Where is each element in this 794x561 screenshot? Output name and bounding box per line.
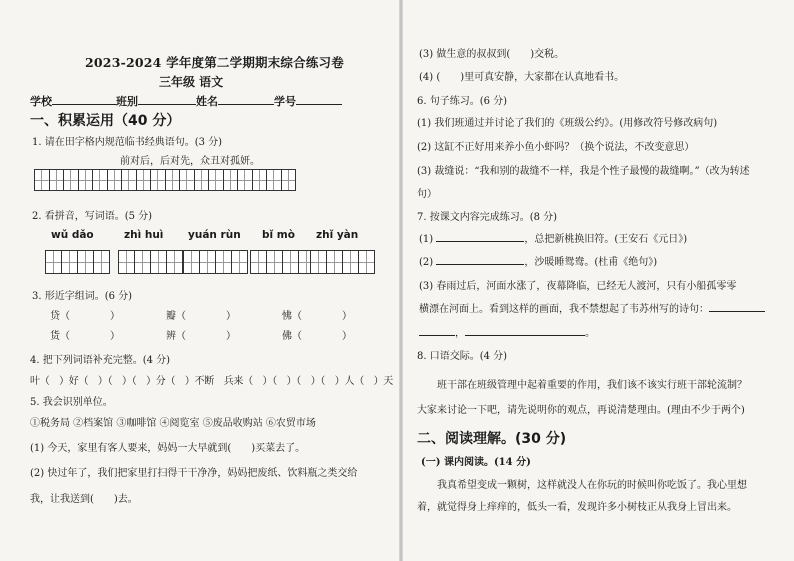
grid-cell[interactable] [237, 169, 253, 191]
q4-text: 4. 把下列词语补充完整。(4 分) [30, 355, 171, 366]
q2-box-3[interactable] [183, 250, 247, 274]
grid-cell[interactable] [150, 169, 166, 191]
q7-blank-1[interactable] [436, 241, 524, 242]
q2-text: 2. 看拼音，写词语。(5 分) [32, 211, 153, 222]
q6-item-3a: (3) 裁缝说：“我和别的裁缝不一样，我是个性子最慢的裁缝啊。”（改为转述 [417, 166, 750, 177]
q7-item-2-row: (2) ，沙暖睡鸳鸯。(杜甫《绝句》) [419, 257, 658, 268]
q3-item-2: 瓣（ ） [166, 311, 236, 322]
q1-writing-grid[interactable] [34, 169, 295, 191]
q2-pinyin-2: zhì huì [124, 229, 164, 241]
q5-options: ①税务局 ②档案馆 ③咖啡馆 ④阅览室 ⑤废品收购站 ⑥农贸市场 [30, 418, 316, 429]
exam-subtitle: 三年级 语文 [159, 75, 224, 89]
field-school-blank[interactable] [52, 104, 116, 105]
q6-item-3b: 句） [417, 189, 437, 200]
q5-item-3: (3) 做生意的叔叔到( )交税。 [419, 49, 565, 60]
student-info-row [30, 93, 342, 109]
q3-text: 3. 形近字组词。(6 分) [32, 291, 133, 302]
q2-box-1[interactable] [45, 250, 109, 274]
field-class-blank[interactable] [138, 104, 196, 105]
q7-item-3c-row [419, 324, 595, 339]
field-name-label: 姓名 [196, 95, 218, 108]
q7-item-3a: (3) 春雨过后，河面水涨了，夜幕降临，已经无人渡河，只有小船孤零零 [419, 281, 737, 292]
q7-item-1-row: (1) ，总把新桃换旧符。(王安石《元日》) [419, 234, 688, 245]
q3-item-1: 贷（ ） [50, 311, 120, 322]
q4-line: 叶（ ）好（ ）（ ）（ ）分（ ）不断 兵来（ ）（ ）（ ）（ ）人（ ）天 [30, 376, 393, 387]
q2-pinyin-4: bǐ mò [262, 229, 295, 241]
q3-item-4: 货（ ） [50, 331, 120, 342]
q5-item-1: (1) 今天，家里有客人要来，妈妈一大早就到( )买菜去了。 [30, 443, 306, 454]
page-fold-divider [399, 0, 403, 561]
q2-box-2[interactable] [118, 250, 182, 274]
q7-blank-5[interactable] [465, 335, 585, 336]
grid-cell[interactable] [208, 169, 224, 191]
grid-cell[interactable] [165, 169, 181, 191]
q1-sentence: 前对后，后对先，众丑对孤妍。 [120, 156, 260, 167]
q5-item-2b: 我，让我送到( )去。 [30, 494, 138, 505]
q6-text: 6. 句子练习。(6 分) [417, 96, 508, 107]
section-1-heading: 一、积累运用（40 分） [30, 113, 181, 129]
grid-cell[interactable] [223, 169, 239, 191]
field-class-label: 班别 [116, 95, 138, 108]
grid-cell[interactable] [121, 169, 137, 191]
grid-cell[interactable] [63, 169, 79, 191]
grid-cell[interactable] [179, 169, 195, 191]
reading-para-1: 我真希望变成一颗树，这样就没人在你玩的时候叫你吃饭了。我心里想 [437, 480, 747, 491]
q3-item-6: 佛（ ） [282, 331, 352, 342]
q5-item-2a: (2) 快过年了，我们把家里打扫得干干净净，妈妈把废纸、饮料瓶之类交给 [30, 468, 358, 479]
q8-text: 8. 口语交际。(4 分) [417, 351, 508, 362]
q2-box-5[interactable] [310, 250, 374, 274]
q2-pinyin-5: zhǐ yàn [316, 229, 359, 241]
q7-item-3b-row [419, 300, 765, 315]
q8-para-1: 班干部在班级管理中起着重要的作用，我们该不该实行班干部轮流制？ [437, 380, 747, 391]
section-2-heading: 二、阅读理解。(30 分) [417, 431, 567, 447]
q3-item-5: 辨（ ） [166, 331, 236, 342]
q6-item-2: (2) 这缸不正好用来养小鱼小虾吗？（换个说法，不改变意思） [417, 142, 695, 153]
reading-sub-heading: (一) 课内阅读。(14 分) [421, 457, 531, 468]
q2-box-4[interactable] [250, 250, 314, 274]
grid-cell[interactable] [252, 169, 268, 191]
field-school-label: 学校 [30, 95, 52, 108]
q7-item-1: ，总把新桃换旧符。(王安石《元日》) [524, 234, 688, 245]
q7-text: 7. 按课文内容完成练习。(8 分) [417, 212, 558, 223]
q7-blank-4[interactable] [419, 335, 455, 336]
q7-blank-2[interactable] [436, 264, 524, 265]
field-id-label: 学号 [274, 95, 296, 108]
q2-pinyin-3: yuán rùn [188, 229, 241, 241]
q8-para-2: 大家来讨论一下吧，请先说明你的观点，再说清楚理由。(理由不少于两个) [417, 405, 745, 416]
grid-cell[interactable] [281, 169, 297, 191]
field-name-blank[interactable] [218, 104, 274, 105]
q7-item-3b: 横漂在河面上。看到这样的画面，我不禁想起了韦苏州写的诗句： [419, 304, 709, 315]
grid-cell[interactable] [49, 169, 65, 191]
q5-text: 5. 我会识别单位。 [30, 397, 113, 408]
grid-cell[interactable] [194, 169, 210, 191]
q1-text: 1. 请在田字格内规范临书经典语句。(3 分) [32, 137, 223, 148]
grid-cell[interactable] [107, 169, 123, 191]
q7-period: 。 [585, 328, 595, 339]
q5-item-4: (4) ( )里可真安静，大家都在认真地看书。 [419, 72, 625, 83]
q7-blank-3[interactable] [709, 311, 765, 312]
exam-title: 2023-2024 学年度第二学期期末综合练习卷 [85, 55, 344, 70]
grid-cell[interactable] [92, 169, 108, 191]
grid-cell[interactable] [34, 169, 50, 191]
q3-item-3: 怫（ ） [282, 311, 352, 322]
q7-item-2: ，沙暖睡鸳鸯。(杜甫《绝句》) [524, 257, 658, 268]
right-column [405, 0, 794, 561]
grid-cell[interactable] [136, 169, 152, 191]
reading-para-2: 着，就觉得身上痒痒的，低头一看，发现许多小树枝正从我身上冒出来。 [417, 502, 737, 513]
field-id-blank[interactable] [296, 104, 342, 105]
q6-item-1: (1) 我们班通过并讨论了我们的《班级公约》。(用修改符号修改病句) [417, 118, 718, 129]
q2-pinyin-1: wǔ dǎo [51, 229, 94, 241]
q7-comma: ， [455, 328, 465, 339]
grid-cell[interactable] [266, 169, 282, 191]
grid-cell[interactable] [78, 169, 94, 191]
